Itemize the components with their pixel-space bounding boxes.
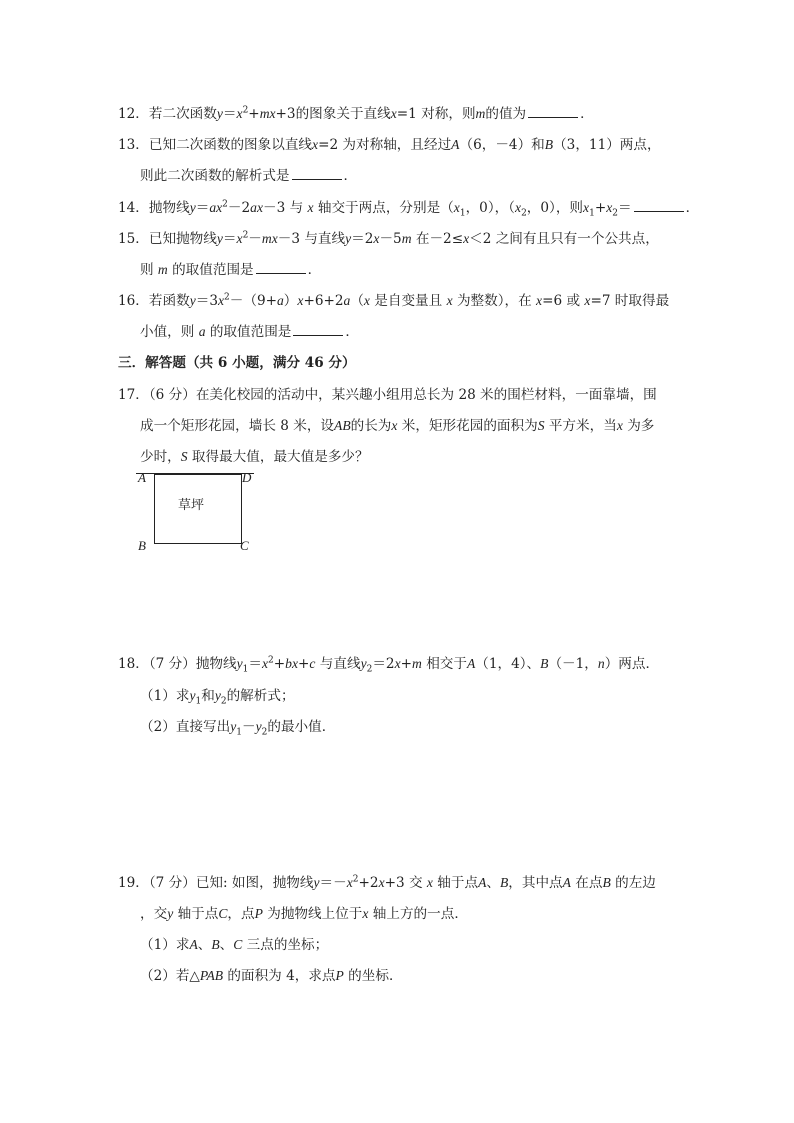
q13-text-d: （3，11）两点， (553, 137, 661, 153)
question-19-line-2: ，交y 轴于点C，点P 为抛物线上位于x 轴上方的一点． (140, 906, 468, 922)
q19-text-h: 轴于点 (177, 906, 219, 922)
question-17-line-3: 少时，S 取得最大值，最大值是多少？ (140, 449, 369, 465)
q19-p2-b: 的面积为 4，求点 (227, 968, 336, 984)
q16-text-k: =7 时取得最 (590, 293, 670, 309)
q17-text-g: 取得最大值，最大值是多少？ (191, 449, 369, 465)
q18-p2-b: 的最小值． (267, 719, 336, 735)
q18-text-c: 相交于 (426, 656, 467, 672)
question-18: 18．（7 分）抛物线$y_1=x^2+bx+c$ 与直线$y_2=2x+m$ 相交于A（1，4）、B（－1，n）两点． (118, 655, 660, 675)
q12-text-b: =1 对称，则 (396, 106, 476, 122)
q12-text-a: 的图象关于直线 (295, 106, 391, 122)
q13-text-l2: 则此二次函数的解析式是 (140, 168, 290, 184)
question-15-line-1: 15．已知抛物线$y=x^2-mx-3$ 与直线y＝2x－5m 在－2≤x＜2 之间有且只有一个公共点， (118, 230, 659, 247)
q19-text-e: 在点 (575, 875, 603, 891)
answer-blank (634, 199, 684, 212)
label-d: D (242, 470, 252, 485)
q17-text-e: 为多 (627, 418, 655, 434)
question-19-part-2: （2）若△PAB 的面积为 4，求点P 的坐标． (140, 968, 403, 984)
question-13-line-1: 13．已知二次函数的图象以直线x=2 为对称轴，且经过A（6，－4）和B（3，11）两点， (118, 137, 661, 153)
q16-text-g: 为整数），在 (456, 293, 532, 309)
q19-p2-c: 的坐标． (348, 968, 403, 984)
answer-blank (256, 261, 306, 274)
label-a: A (138, 470, 146, 485)
label-b: B (138, 538, 146, 553)
question-18-part-2: （2）直接写出$y_1-y_2$的最小值． (140, 719, 336, 738)
q18-p1-a: （1）求 (140, 688, 190, 704)
q16-end: ． (345, 324, 359, 340)
answer-blank (528, 105, 578, 118)
q18-text-a: 18．（7 分）抛物线 (118, 656, 237, 672)
question-17-line-1: 17．（6 分）在美化校园的活动中，某兴趣小组用总长为 28 米的围栏材料，一面靠墙，围 (118, 387, 657, 403)
question-14: 14．抛物线$y=ax^2-2ax-3$ 与 x 轴交于两点，分别是（$x_1$，0），（$x_2$，0），则$x_1+x_2=$ ． (118, 199, 700, 219)
question-13-line-2 (140, 166, 357, 186)
question-19-line-1: 19．（7 分）已知: 如图，抛物线$y=-x^2+2x+3$ 交 x 轴于点A、B，其中点A 在点B 的左边 (118, 874, 656, 891)
question-15-line-2: 则 m 的取值范围是 ． (140, 262, 322, 278)
q18-p1-b: 和 (201, 688, 215, 704)
q14-text-d: ，0），则 (526, 200, 584, 216)
q18-text-e: （－1， (548, 656, 598, 672)
question-17-line-2: 成一个矩形花园，墙长 8 米，设AB的长为x 米，矩形花园的面积为S 平方米，当x 为多 (140, 418, 655, 434)
q19-p1-b: 三点的坐标； (246, 937, 329, 953)
q15-text-a: 15．已知抛物线 (118, 231, 217, 247)
q13-text-a: 13．已知二次函数的图象以直线 (118, 137, 313, 153)
q13-text-c: （6，－4）和 (459, 137, 545, 153)
answer-blank (293, 323, 343, 336)
q16-text-d: +6+2 (303, 293, 344, 309)
q16-text-l2b: 的取值范围是 (209, 324, 292, 340)
q18-p1-c: 的解析式； (226, 688, 295, 704)
q19-text-l: 为抛物线上位于 (267, 906, 363, 922)
q19-text-m: 轴上方的一点． (372, 906, 468, 922)
q19-text-c: 轴于点 (437, 875, 479, 891)
question-16-line-1: 16．若函数$y=3x^2-(9+a)x+6+2a(x$ 是自变量且 x 为整数），在 x=6 或 x=7 时取得最 (118, 292, 670, 309)
q16-text-h: =6 或 (542, 293, 581, 309)
q19-p1-a: （1）求 (140, 937, 190, 953)
section-heading: 三．解答题（共 6 小题，满分 46 分） (118, 355, 356, 371)
q12-end: ． (580, 106, 594, 122)
q19-text-k: ，点 (227, 906, 255, 922)
q18-text-b: 与直线 (319, 656, 361, 672)
question-18-part-1: （1）求$y_1$和$y_2$的解析式； (140, 688, 295, 707)
q15-text-l2b: 的取值范围是 (172, 262, 254, 278)
q15-text-c: 在－2≤ (415, 231, 464, 247)
q19-text-b: 交 (408, 875, 423, 891)
q19-text-f: 的左边 (615, 875, 656, 891)
q15-text-l2: 则 (140, 262, 154, 278)
q12-text-c: 的值为 (485, 106, 527, 122)
q13-text-b: =2 为对称轴，且经过 (318, 137, 452, 153)
q17-text-d: 平方米，当 (548, 418, 617, 434)
q18-text-f: ）两点． (604, 656, 660, 672)
answer-blank (292, 167, 342, 180)
q16-text-l2: 小值，则 (140, 324, 195, 340)
q15-text-b: 与直线 (304, 231, 346, 247)
q15-end: ． (307, 262, 322, 278)
q14-text-b: 轴交于两点，分别是（ (317, 200, 454, 216)
q12-text: 12．若二次函数 (118, 106, 217, 122)
q14-text-a: 14．抛物线 (118, 200, 190, 216)
q16-text-b: （9+ (243, 293, 277, 309)
lawn-label: 草坪 (178, 498, 205, 513)
label-c: C (240, 538, 249, 553)
q16-text-f: 是自变量且 (374, 293, 443, 309)
q18-text-d: （1，4）、 (475, 656, 541, 672)
question-12: 12．若二次函数$y=x^2+mx+3$的图象关于直线x=1 对称，则m的值为 ． (118, 105, 594, 122)
q16-text-e: （ (350, 293, 364, 309)
garden-figure (136, 466, 266, 556)
q16-text-c: ） (283, 293, 298, 309)
q19-p2-a: （2）若△ (140, 968, 200, 984)
question-19-part-1: （1）求A、B、C 三点的坐标； (140, 937, 329, 953)
q14-text-c: ，0），（ (465, 200, 516, 216)
q17-text-c: 米，矩形花园的面积为 (401, 418, 538, 434)
q15-text-d: ＜2 之间有且只有一个公共点， (469, 231, 659, 247)
q14-end: ． (685, 200, 700, 216)
q19-text-g: ，交 (140, 906, 168, 922)
question-16-line-2: 小值，则 a 的取值范围是 ． (140, 324, 359, 340)
q19-text-a: 19．（7 分）已知: 如图，抛物线 (118, 875, 314, 891)
q13-end: ． (343, 168, 358, 184)
q16-text-a: 16．若函数 (118, 293, 190, 309)
q18-p2-a: （2）直接写出 (140, 719, 231, 735)
q17-text-b: 的长为 (350, 418, 392, 434)
q17-text-a: 成一个矩形花园，墙长 8 米，设 (140, 418, 335, 434)
q17-text-f: 少时， (140, 449, 181, 465)
q19-text-d: ，其中点 (508, 875, 563, 891)
